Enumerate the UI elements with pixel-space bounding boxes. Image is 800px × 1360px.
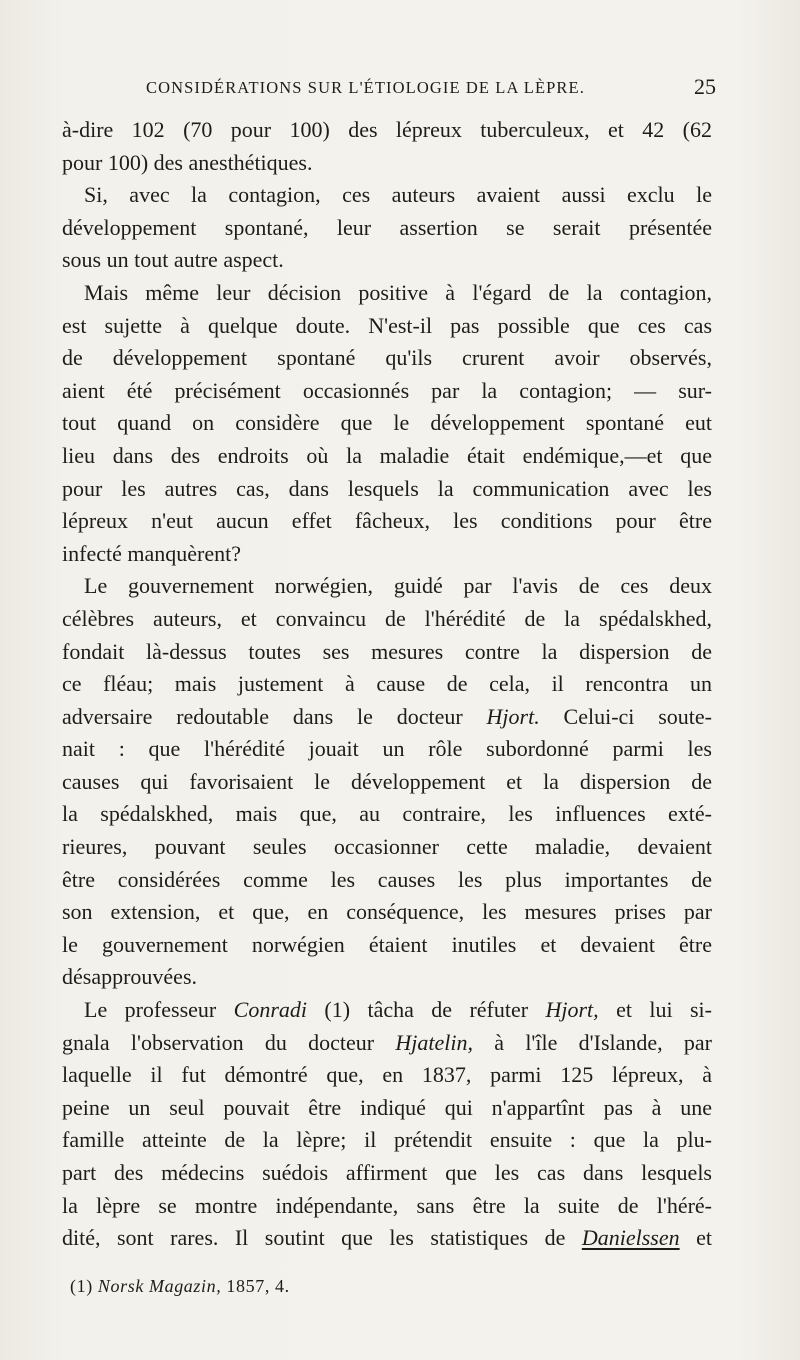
text-line — [62, 1027, 712, 1060]
text-run: (1) tâcha de réfuter — [307, 997, 546, 1023]
text-line: est sujette à quelque doute. N'est-il pas possible que ces cas — [62, 312, 712, 338]
text-line: de développement spontané qu'ils crurent avoir observés, — [62, 345, 712, 371]
text-line: causes qui favorisaient le développement et la dispersion de — [62, 768, 712, 794]
text-run: à l'île d'Islande, par — [473, 1029, 712, 1055]
text-line: pour les autres cas, dans lesquels la communication avec les — [62, 475, 712, 501]
italic-name: Conradi — [233, 997, 308, 1023]
italic-name: Danielssen — [581, 1225, 680, 1251]
text-run: dité, sont rares. Il soutint que les statistiques de — [62, 1225, 582, 1251]
text-line: tout quand on considère que le développement spontané eut — [62, 410, 712, 436]
text-line: Mais même leur décision positive à l'égard de la contagion, — [84, 279, 712, 305]
text-line: nait : que l'hérédité jouait un rôle subordonné parmi les — [62, 736, 712, 762]
text-line: Si, avec la contagion, ces auteurs avaient aussi exclu le — [84, 182, 712, 208]
italic-name: Hjatelin, — [395, 1029, 474, 1055]
text-run: gnala l'observation du docteur — [62, 1029, 396, 1055]
text-line: laquelle il fut démontré que, en 1837, parmi 125 lépreux, à — [62, 1062, 712, 1088]
text-line: lieu dans des endroits où la maladie était endémique,—et que — [62, 442, 712, 468]
running-title: CONSIDÉRATIONS SUR L'ÉTIOLOGIE DE LA LÈPRE. — [146, 78, 585, 97]
text-line: désapprouvées. — [62, 964, 198, 990]
running-head — [62, 74, 716, 100]
text-line: développement spontané, leur assertion se serait présentée — [62, 214, 712, 240]
page-number: 25 — [694, 74, 716, 99]
footnote — [70, 1276, 290, 1297]
footnote-details: 1857, 4. — [226, 1276, 290, 1296]
text-line — [62, 701, 712, 734]
text-line: sous un tout autre aspect. — [62, 247, 284, 273]
text-run: et — [679, 1225, 712, 1251]
text-line: rieures, pouvant seules occasionner cette maladie, devaient — [62, 834, 712, 860]
text-line: son extension, et que, en conséquence, les mesures prises par — [62, 899, 712, 925]
text-line: lépreux n'eut aucun effet fâcheux, les conditions pour être — [62, 508, 712, 534]
text-line: à-dire 102 (70 pour 100) des lépreux tuberculeux, et 42 (62 — [62, 117, 712, 142]
footnote-marker: (1) — [70, 1276, 93, 1296]
body-text — [62, 114, 712, 1255]
text-line: Le gouvernement norwégien, guidé par l'avis de ces deux — [84, 573, 712, 599]
text-line: infecté manquèrent? — [62, 540, 241, 566]
italic-name: Hjort. — [486, 703, 540, 729]
text-run: et lui si- — [598, 997, 712, 1023]
footnote-source: Norsk Magazin, — [97, 1276, 222, 1296]
text-line: part des médecins suédois affirment que les cas dans lesquels — [62, 1160, 712, 1185]
italic-name: Hjort, — [545, 997, 599, 1023]
text-line: le gouvernement norwégien étaient inutiles et devaient être — [62, 931, 712, 957]
text-line: la spédalskhed, mais que, au contraire, les influences exté- — [62, 801, 712, 827]
text-line: célèbres auteurs, et convaincu de l'hérédité de la spédalskhed, — [62, 605, 712, 631]
text-run: Celui-ci soute- — [539, 703, 712, 729]
text-line: pour 100) des anesthétiques. — [62, 149, 313, 175]
text-line: être considérées comme les causes les plus importantes de — [62, 866, 712, 892]
text-line — [62, 1222, 712, 1255]
text-line: peine un seul pouvait être indiqué qui n'appartînt pas à une — [62, 1094, 712, 1120]
text-run: Le professeur — [84, 997, 234, 1023]
text-line: ce fléau; mais justement à cause de cela, il rencontra un — [62, 671, 712, 697]
text-line — [62, 994, 712, 1027]
text-line: famille atteinte de la lèpre; il prétendit ensuite : que la plu- — [62, 1127, 712, 1153]
text-line: aient été précisément occasionnés par la contagion; — sur- — [62, 377, 712, 403]
text-line: la lèpre se montre indépendante, sans être la suite de l'héré- — [62, 1192, 712, 1218]
text-run: adversaire redoutable dans le docteur — [62, 703, 487, 729]
text-line: fondait là-dessus toutes ses mesures contre la dispersion de — [62, 638, 712, 664]
